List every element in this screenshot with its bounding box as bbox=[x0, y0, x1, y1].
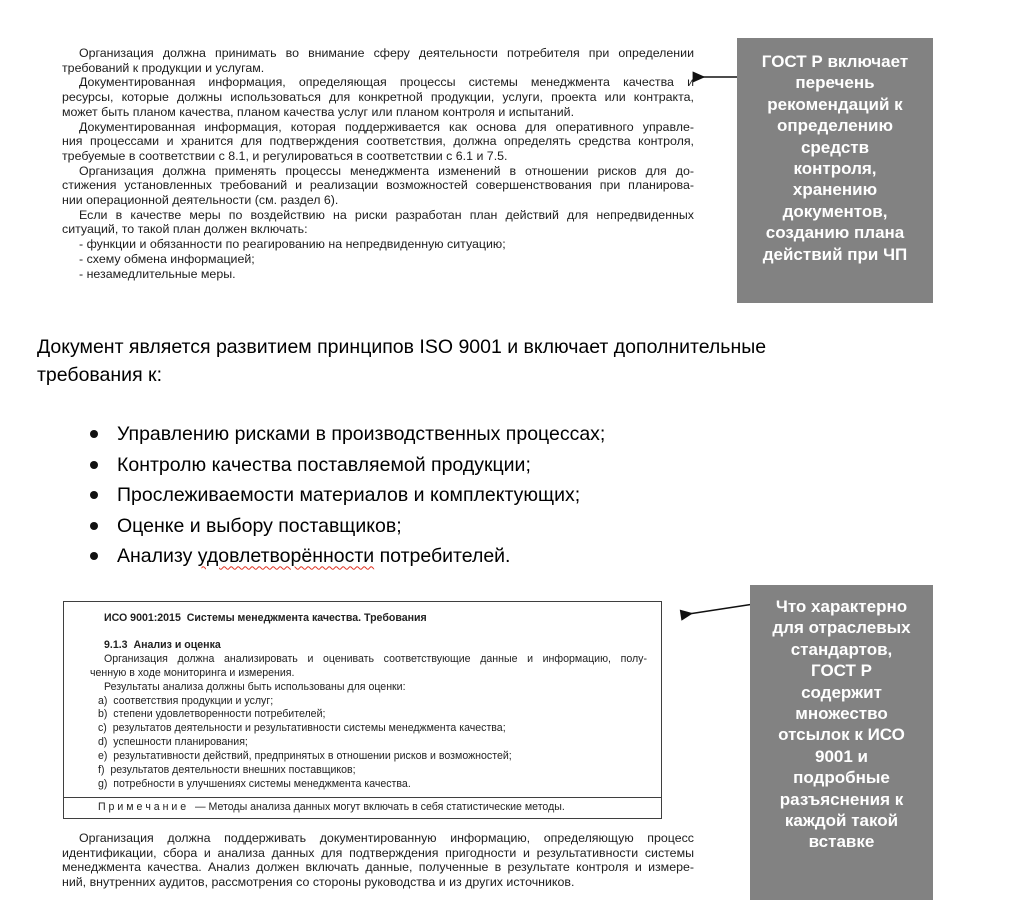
list-item-text: потребителей. bbox=[374, 545, 511, 568]
text-line: нии операционной деятельности (см. раздел 6). bbox=[62, 193, 339, 208]
callout-line: хранению bbox=[792, 180, 878, 200]
standard-excerpt-closing bbox=[62, 831, 694, 890]
lettered-list-item: g) потребности в улучшениях системы менеджмента качества. bbox=[98, 777, 411, 790]
list-item bbox=[88, 419, 728, 450]
callout-gost-recommendations bbox=[737, 38, 933, 303]
heading-line: требования к: bbox=[37, 363, 162, 386]
spacer bbox=[90, 626, 647, 639]
text-line: ситуаций, то такой план должен включать: bbox=[62, 222, 308, 237]
callout-line: перечень bbox=[795, 73, 875, 93]
list-item bbox=[88, 450, 728, 481]
callout-line: документов, bbox=[782, 201, 888, 221]
list-item bbox=[88, 480, 728, 511]
lettered-list-item: d) успешности планирования; bbox=[98, 736, 248, 749]
text-line: может быть планом качества, планом качества услуг или планом контроля и испытаний. bbox=[62, 104, 575, 119]
text-line: требуемые в соответствии с 8.1, и регулироваться в соответствии с 6.1 и 7.5. bbox=[62, 148, 508, 163]
text-line: Организация должна принимать во внимание сферу деятельности потребителя при определении bbox=[79, 46, 694, 60]
dash-list-item: - незамедлительные меры. bbox=[79, 266, 236, 281]
callout-line: стандартов, bbox=[790, 639, 893, 659]
text-line: Организация должна применять процессы менеджмента изменений в отношении рисков для до- bbox=[79, 163, 694, 178]
callout-gost-references bbox=[750, 585, 933, 900]
bullet-icon bbox=[90, 461, 98, 469]
callout-line: каждой такой bbox=[784, 811, 899, 831]
arrow-left-icon bbox=[682, 69, 740, 85]
lettered-list-item: f) результатов деятельности внешних поставщиков; bbox=[98, 764, 356, 777]
text-line: стижения установленных требований и реализации возможностей совершенствования при планирова- bbox=[62, 178, 694, 193]
standard-excerpt-top bbox=[62, 46, 694, 281]
text-line: Результаты анализа должны быть использованы для оценки: bbox=[104, 680, 406, 693]
text-line: Документированная информация, определяющая процессы системы менеджмента качества и bbox=[79, 75, 694, 90]
iso-9001-excerpt-box bbox=[63, 601, 662, 819]
lettered-list-item: c) результатов деятельности и результативности системы менеджмента качества; bbox=[98, 722, 506, 735]
bullet-icon bbox=[90, 491, 98, 499]
text-line: Если в качестве меры по воздействию на риски разработан план действий для непредвиденных bbox=[79, 207, 694, 222]
text-line: Документированная информация, которая поддерживается как основа для оперативного управле- bbox=[79, 119, 694, 134]
callout-line: разъяснения к bbox=[779, 789, 904, 809]
callout-line: созданию плана bbox=[765, 223, 905, 243]
dash-list-item: - функции и обязанности по реагированию на непредвиденную ситуацию; bbox=[79, 237, 506, 252]
bullet-icon bbox=[90, 552, 98, 560]
list-item-text: Оценке и выбору поставщиков; bbox=[117, 514, 402, 537]
callout-line: Что характерно bbox=[775, 597, 908, 616]
callout-line: ГОСТ Р включает bbox=[761, 52, 909, 71]
bullet-icon bbox=[90, 430, 98, 438]
text-line: менеджмента качества. Анализ должен включать данные, полученные в результате контроля и измере- bbox=[62, 860, 694, 875]
text-line: ния процессами и хранится для подтверждения соответствия, должна определять средства контроля, bbox=[62, 134, 694, 149]
callout-line: рекомендаций к bbox=[767, 94, 903, 114]
callout-line: отсылок к ИСО bbox=[778, 725, 905, 745]
lettered-list-item: e) результативности действий, предпринятых в отношении рисков и возможностей; bbox=[98, 750, 512, 763]
callout-line: контроля, bbox=[793, 159, 877, 179]
list-item-text: Контролю качества поставляемой продукции; bbox=[117, 453, 531, 476]
text-line: ченную в ходе мониторинга и измерения. bbox=[90, 666, 295, 679]
callout-line: вставке bbox=[808, 832, 875, 852]
callout-line: ГОСТ Р bbox=[811, 661, 872, 681]
requirements-bullet-list bbox=[88, 419, 728, 572]
list-item-text: Анализу bbox=[117, 545, 198, 568]
arrow-left-icon bbox=[668, 596, 760, 624]
callout-line: определению bbox=[776, 116, 893, 136]
callout-line: для отраслевых bbox=[772, 618, 911, 638]
text-line: требований к продукции и услугам. bbox=[62, 60, 265, 75]
list-item bbox=[88, 511, 728, 542]
callout-line: средств bbox=[800, 137, 870, 157]
iso-section-heading: 9.1.3 Анализ и оценка bbox=[104, 638, 221, 651]
text-line: Организация должна поддерживать документированную информацию, определяющую процесс bbox=[79, 831, 694, 845]
callout-line: множество bbox=[795, 704, 888, 724]
lettered-list-item: a) соответствия продукции и услуг; bbox=[98, 694, 274, 707]
lettered-list-item: b) степени удовлетворенности потребителей; bbox=[98, 708, 326, 721]
callout-line: подробные bbox=[793, 768, 890, 788]
text-line: ресурсы, которые должны использоваться для конкретной продукции, услуги, проекта или контракта, bbox=[62, 90, 694, 105]
iso-note-line: П р и м е ч а н и е — Методы анализа данных могут включать в себя статистические методы. bbox=[64, 797, 661, 815]
text-line: идентификации, сбора и анализа данных для подтверждения пригодности и результативности системы bbox=[62, 845, 694, 860]
list-item-text: Прослеживаемости материалов и комплектующих; bbox=[117, 484, 581, 507]
spellcheck-underlined-word: удовлетворённости bbox=[197, 545, 375, 568]
heading-line: Документ является развитием принципов ISO 9001 и включает дополнительные bbox=[37, 336, 767, 358]
iso-box-title: ИСО 9001:2015 Системы менеджмента качества. Требования bbox=[104, 612, 427, 624]
list-item bbox=[88, 541, 728, 572]
dash-list-item: - схему обмена информацией; bbox=[79, 251, 255, 266]
callout-line: содержит bbox=[801, 682, 882, 702]
callout-line: 9001 и bbox=[815, 746, 868, 766]
callout-line: действий при ЧП bbox=[762, 244, 908, 264]
text-line: ний, внутренних аудитов, рассмотрения со стороны руководства и из других источников. bbox=[62, 875, 575, 890]
bullet-icon bbox=[90, 522, 98, 530]
text-line: Организация должна анализировать и оценивать соответствующие данные и информацию, полу- bbox=[104, 652, 647, 665]
list-item-text: Управлению рисками в производственных процессах; bbox=[117, 423, 606, 445]
section-heading bbox=[37, 334, 907, 389]
